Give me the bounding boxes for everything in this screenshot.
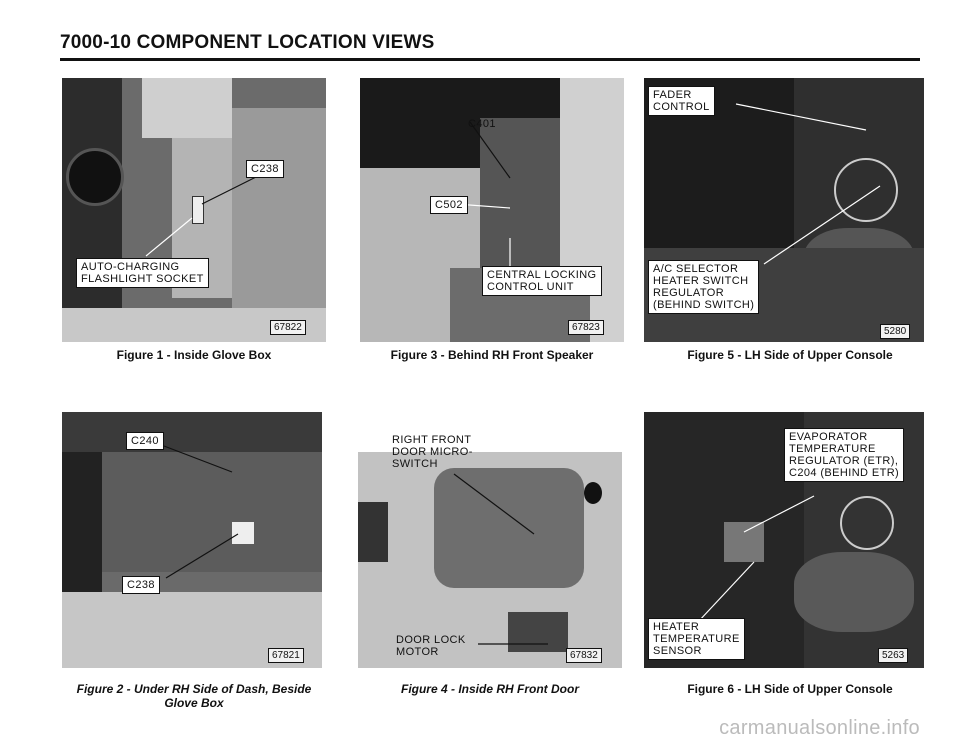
- figure-5-caption: Figure 5 - LH Side of Upper Console: [687, 348, 893, 362]
- label-door-lock-motor: DOOR LOCK MOTOR: [396, 634, 466, 658]
- figure-3: [360, 78, 624, 342]
- label-ac-selector: A/C SELECTOR HEATER SWITCH REGULATOR (BEHIND SWITCH): [648, 260, 759, 314]
- figure-2: [62, 412, 322, 668]
- figure-1-caption: Figure 1 - Inside Glove Box: [116, 348, 272, 362]
- figure-5: [644, 78, 924, 342]
- label-c240: C240: [126, 432, 164, 450]
- watermark: carmanualsonline.info: [719, 717, 920, 739]
- page-header: [60, 30, 920, 61]
- label-door-microswitch: RIGHT FRONT DOOR MICRO- SWITCH: [392, 434, 473, 470]
- label-c502: C502: [430, 196, 468, 214]
- figure-1-leader-lines: [62, 78, 326, 342]
- label-central-locking-unit: CENTRAL LOCKING CONTROL UNIT: [482, 266, 602, 296]
- label-fader-control: FADER CONTROL: [648, 86, 715, 116]
- photo-number: 67823: [568, 320, 604, 335]
- figure-4: [358, 412, 622, 668]
- figure-6-caption: Figure 6 - LH Side of Upper Console: [687, 682, 893, 696]
- figure-4-caption: Figure 4 - Inside RH Front Door: [400, 682, 579, 696]
- photo-number: 67832: [566, 648, 602, 663]
- photo-number: 67822: [270, 320, 306, 335]
- photo-number: 5263: [878, 648, 908, 663]
- photo-number: 67821: [268, 648, 304, 663]
- figure-2-caption: Figure 2 - Under RH Side of Dash, Beside Glove Box: [76, 682, 312, 710]
- label-c401: C401: [468, 118, 496, 130]
- figure-2-leader-lines: [62, 412, 322, 668]
- page-title: 7000-10 COMPONENT LOCATION VIEWS: [60, 32, 435, 53]
- label-c238: C238: [246, 160, 284, 178]
- label-evaporator-regulator: EVAPORATOR TEMPERATURE REGULATOR (ETR), C204 (BEHIND ETR): [784, 428, 904, 482]
- label-heater-temperature-sensor: HEATER TEMPERATURE SENSOR: [648, 618, 745, 660]
- label-c238: C238: [122, 576, 160, 594]
- figure-1: [62, 78, 326, 342]
- figure-6: [644, 412, 924, 668]
- figure-3-caption: Figure 3 - Behind RH Front Speaker: [390, 348, 594, 362]
- photo-number: 5280: [880, 324, 910, 339]
- label-flashlight-socket: AUTO-CHARGING FLASHLIGHT SOCKET: [76, 258, 209, 288]
